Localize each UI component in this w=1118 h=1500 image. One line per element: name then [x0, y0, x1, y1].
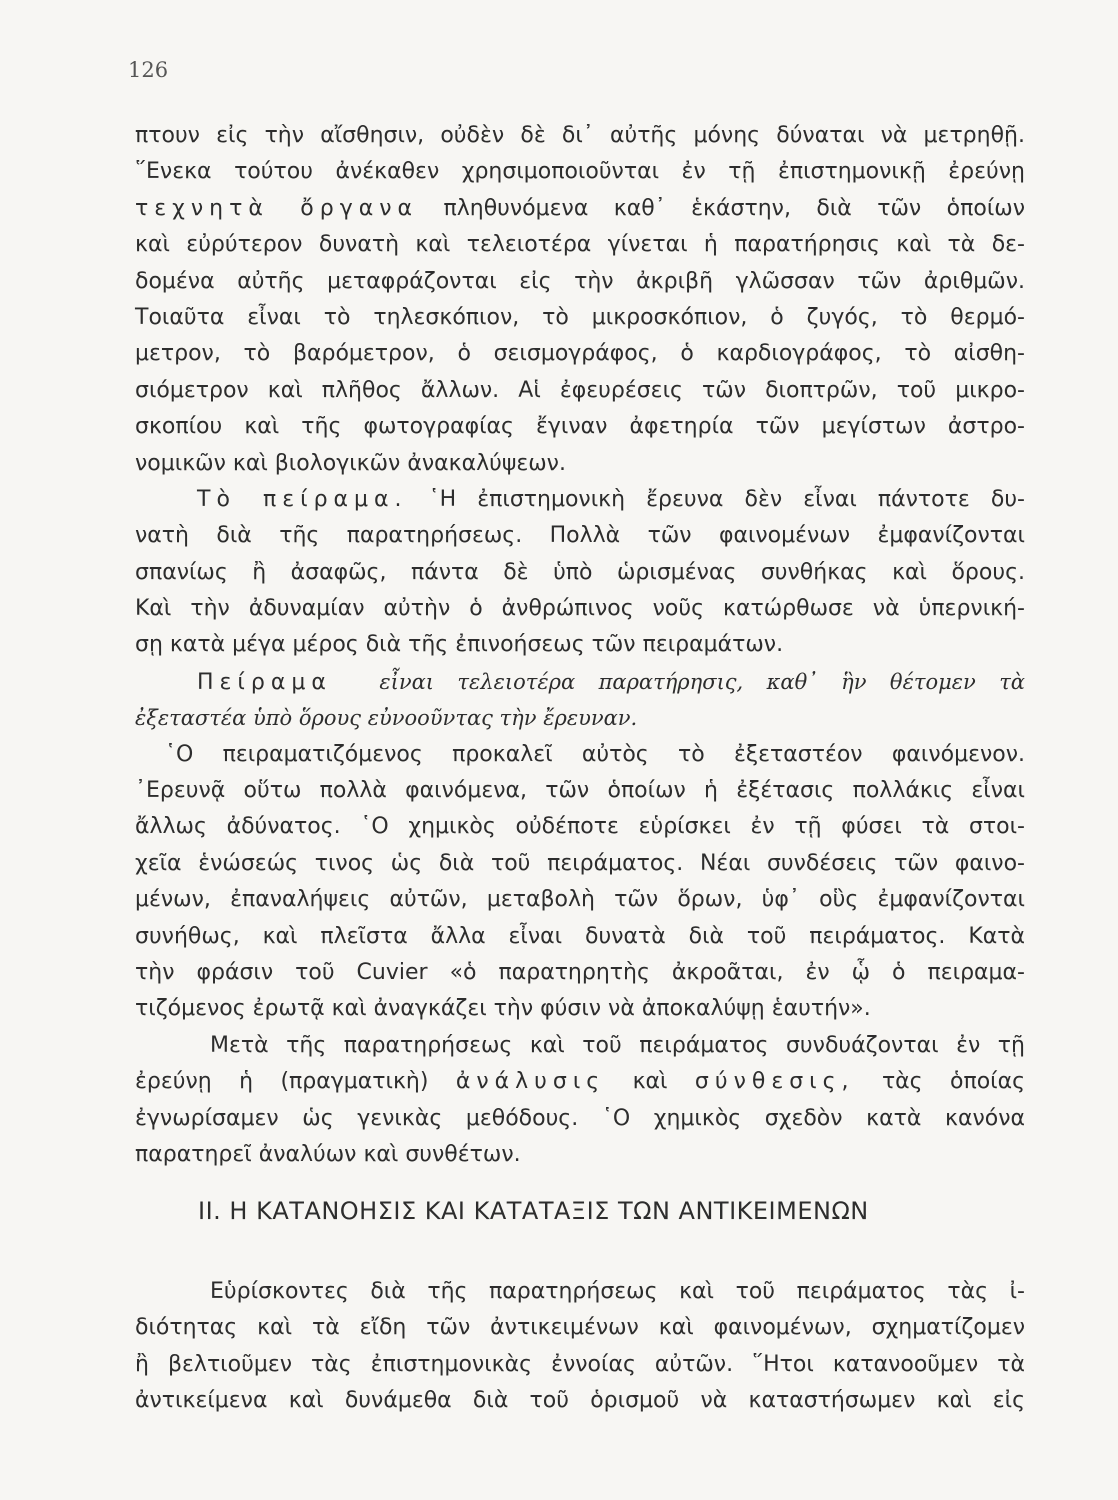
text-line: πτουν εἰς τὴν αἴσθησιν, οὐδὲν δὲ δι᾽ αὐτῆς μόνης δύναται νὰ μετρηθῇ.: [135, 123, 1025, 148]
section-heading: ΙΙ. Η ΚΑΤΑΝΟΗΣΙΣ ΚΑΙ ΚΑΤΑΤΑΞΙΣ ΤΩΝ ΑΝΤΙΚΕΙΜΕΝΩΝ: [198, 1197, 869, 1225]
definition-text: ἐξεταστέα ὑπὸ ὅρους εὐνοοῦντας τὴν ἔρευναν.: [135, 706, 638, 731]
text-segment: τὰς ὁποίας: [881, 1069, 1026, 1095]
text-line: [135, 482, 1025, 518]
spaced-term: τεχνητὰ ὄργανα: [135, 195, 419, 221]
text-line: ἐγνωρίσαμεν ὡς γενικὰς μεθόδους. ῾Ο χημικὸς σχεδὸν κατὰ κανόνα: [135, 1105, 1025, 1131]
text-line: ἀντικείμενα καὶ δυνάμεθα διὰ τοῦ ὁρισμοῦ νὰ καταστήσωμεν καὶ εἰς: [135, 1388, 1025, 1414]
text-line: Τοιαῦτα εἶναι τὸ τηλεσκόπιον, τὸ μικροσκόπιον, ὁ ζυγός, τὸ θερμό-: [135, 304, 1025, 330]
text-line: Καὶ τὴν ἀδυναμίαν αὐτὴν ὁ ἀνθρώπινος νοῦς κατώρθωσε νὰ ὑπερνική-: [135, 596, 1025, 622]
text-line: καὶ εὐρύτερον δυνατὴ καὶ τελειοτέρα γίνεται ἡ παρατήρησις καὶ τὰ δε-: [135, 232, 1025, 258]
spaced-term: Τὸ πείραμα.: [197, 486, 408, 512]
text-line: σκοπίου καὶ τῆς φωτογραφίας ἔγιναν ἀφετηρία τῶν μεγίστων ἀστρο-: [135, 414, 1025, 440]
main-paragraph-block: [135, 118, 1025, 1173]
definition-line: [135, 700, 1025, 736]
text-line: σῃ κατὰ μέγα μέρος διὰ τῆς ἐπινοήσεως τῶν πειραμάτων.: [135, 632, 784, 658]
text-line: μετρον, τὸ βαρόμετρον, ὁ σεισμογράφος, ὁ καρδιογράφος, τὸ αἰσθη-: [135, 341, 1025, 367]
text-line: ἢ βελτιοῦμεν τὰς ἐπιστημονικὰς ἐννοίας αὐτῶν. ῞Ητοι κατανοοῦμεν τὰ: [135, 1351, 1025, 1377]
spaced-term: Πείραμα: [197, 669, 332, 695]
text-segment: ῾Η ἐπιστημονικὴ ἔρευνα δὲν εἶναι πάντοτε δυ-: [428, 486, 1025, 512]
text-line: σπανίως ἢ ἀσαφῶς, πάντα δὲ ὑπὸ ὡρισμένας συνθήκας καὶ ὅρους.: [135, 559, 1025, 585]
definition-text: εἶναι τελειοτέρα παρατήρησις, καθ᾽ ἣν θέτομεν τὰ: [379, 669, 1025, 694]
text-line: τὴν φράσιν τοῦ Cuvier «ὁ παρατηρητὴς ἀκροᾶται, ἐν ᾧ ὁ πειραμα-: [135, 959, 1025, 985]
text-segment: ἐρεύνῃ ἡ (πραγματικὴ): [135, 1069, 429, 1095]
text-line: ᾿Ερευνᾷ οὕτω πολλὰ φαινόμενα, τῶν ὁποίων ἡ ἐξέτασις πολλάκις εἶναι: [135, 778, 1025, 804]
text-line: σιόμετρον καὶ πλῆθος ἄλλων. Αἱ ἐφευρέσεις τῶν διοπτρῶν, τοῦ μικρο-: [135, 377, 1025, 403]
text-line: νατὴ διὰ τῆς παρατηρήσεως. Πολλὰ τῶν φαινομένων ἐμφανίζονται: [135, 523, 1025, 549]
text-line: μένων, ἐπαναλήψεις αὐτῶν, μεταβολὴ τῶν ὅρων, ὑφ᾽ οὓς ἐμφανίζονται: [135, 887, 1025, 913]
text-line: ἄλλως ἀδύνατος. ῾Ο χημικὸς οὐδέποτε εὑρίσκει ἐν τῇ φύσει τὰ στοι-: [135, 814, 1025, 840]
text-line: τιζόμενος ἐρωτᾷ καὶ ἀναγκάζει τὴν φύσιν νὰ ἀποκαλύψῃ ἑαυτήν».: [135, 996, 871, 1022]
second-paragraph-block: [135, 1274, 1025, 1420]
text-line: διότητας καὶ τὰ εἴδη τῶν ἀντικειμένων καὶ φαινομένων, σχηματίζομεν: [135, 1315, 1025, 1341]
page-number: 126: [128, 58, 169, 82]
text-line: συνήθως, καὶ πλεῖστα ἄλλα εἶναι δυνατὰ διὰ τοῦ πειράματος. Κατὰ: [135, 923, 1025, 949]
text-line: [135, 1064, 1025, 1100]
text-segment: καὶ: [632, 1069, 668, 1095]
text-line: παρατηρεῖ ἀναλύων καὶ συνθέτων.: [135, 1141, 521, 1167]
spaced-term: σύνθεσις,: [694, 1069, 855, 1095]
text-segment: πληθυνόμενα καθ᾽ ἑκάστην, διὰ τῶν ὁποίων: [443, 195, 1025, 221]
text-line: νομικῶν καὶ βιολογικῶν ἀνακαλύψεων.: [135, 450, 566, 476]
text-line: χεῖα ἑνώσεώς τινος ὡς διὰ τοῦ πειράματος. Νέαι συνδέσεις τῶν φαινο-: [135, 850, 1025, 876]
text-line: Μετὰ τῆς παρατηρήσεως καὶ τοῦ πειράματος συνδυάζονται ἐν τῇ: [210, 1032, 1025, 1058]
text-line: ῾Ο πειραματιζόμενος προκαλεῖ αὐτὸς τὸ ἐξεταστέον φαινόμενον.: [165, 741, 1025, 767]
text-line: Εὑρίσκοντες διὰ τῆς παρατηρήσεως καὶ τοῦ πειράματος τὰς ἰ-: [210, 1279, 1025, 1304]
text-line: [135, 191, 1025, 227]
text-line: δομένα αὐτῆς μεταφράζονται εἰς τὴν ἀκριβῆ γλῶσσαν τῶν ἀριθμῶν.: [135, 268, 1025, 294]
definition-line: [135, 664, 1025, 700]
text-line: ῞Ενεκα τούτου ἀνέκαθεν χρησιμοποιοῦνται ἐν τῇ ἐπιστημονικῇ ἐρεύνῃ: [135, 159, 1025, 185]
spaced-term: ἀνάλυσις: [455, 1069, 606, 1095]
